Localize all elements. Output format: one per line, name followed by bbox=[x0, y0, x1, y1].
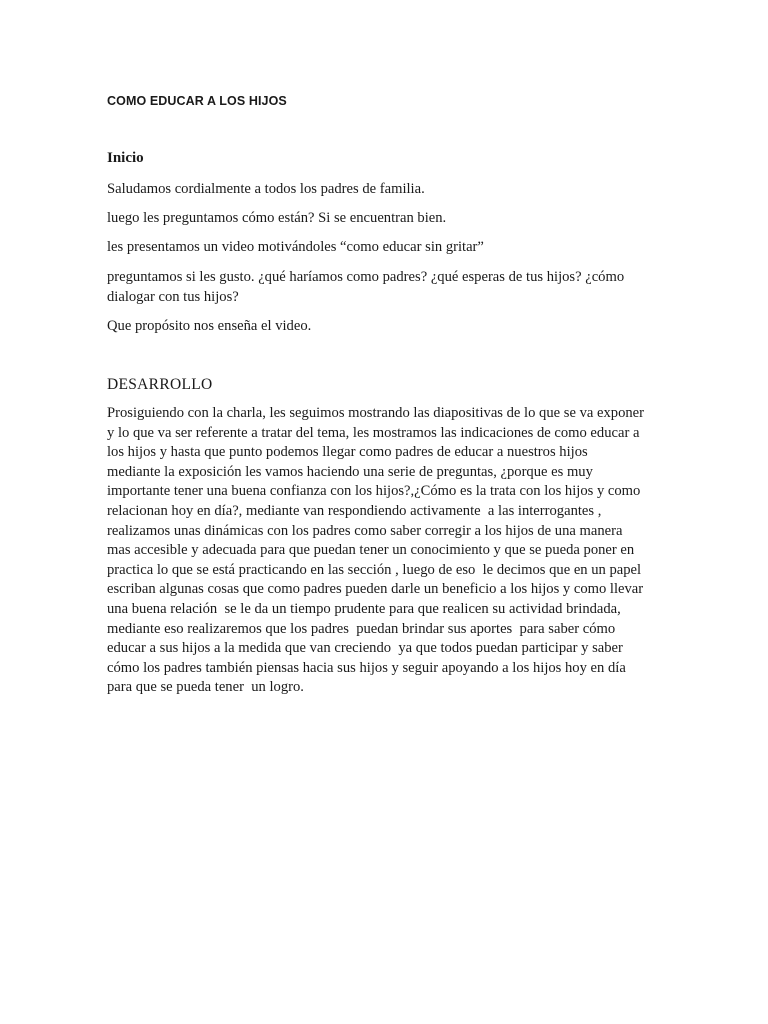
desarrollo-line: los hijos y hasta que punto podemos llegar como padres de educar a nuestros hijos bbox=[107, 444, 588, 461]
desarrollo-line: importante tener una buena confianza con los hijos?,¿Cómo es la trata con los hijos y como bbox=[107, 483, 641, 500]
desarrollo-line: escriban algunas cosas que como padres pueden darle un beneficio a los hijos y como llevar bbox=[107, 581, 644, 598]
inicio-paragraph-1: Saludamos cordialmente a todos los padres de familia. bbox=[107, 181, 425, 197]
desarrollo-line: Prosiguiendo con la charla, les seguimos mostrando las diapositivas de lo que se va exponer bbox=[107, 405, 645, 421]
desarrollo-line: educar a sus hijos a la medida que van creciendo ya que todos puedan participar y saber bbox=[107, 640, 623, 657]
document-title: COMO EDUCAR A LOS HIJOS bbox=[107, 94, 287, 108]
section-heading-inicio: Inicio bbox=[107, 150, 144, 166]
desarrollo-line: mas accesible y adecuada para que puedan tener un conocimiento y que se pueda poner en bbox=[107, 542, 635, 559]
desarrollo-line: para que se pueda tener un logro. bbox=[107, 679, 304, 696]
inicio-paragraph-5: Que propósito nos enseña el video. bbox=[107, 318, 312, 334]
desarrollo-line: relacionan hoy en día?, mediante van respondiendo activamente a las interrogantes , bbox=[107, 502, 602, 519]
desarrollo-line: mediante eso realizaremos que los padres puedan brindar sus aportes para saber cómo bbox=[107, 620, 616, 637]
desarrollo-line: cómo los padres también piensas hacia sus hijos y seguir apoyando a los hijos hoy en día bbox=[107, 659, 626, 676]
desarrollo-line: practica lo que se está practicando en las sección , luego de eso le decimos que en un papel bbox=[107, 561, 642, 578]
desarrollo-line: y lo que va ser referente a tratar del tema, les mostramos las indicaciones de como educar a bbox=[107, 424, 640, 441]
desarrollo-line: realizamos unas dinámicas con los padres como saber corregir a los hijos de una manera bbox=[107, 522, 623, 539]
section-heading-desarrollo: DESARROLLO bbox=[107, 376, 213, 393]
inicio-paragraph-4 bbox=[107, 268, 667, 307]
inicio-paragraph-4-line-2: dialogar con tus hijos? bbox=[107, 288, 239, 305]
inicio-paragraph-2: luego les preguntamos cómo están? Si se encuentran bien. bbox=[107, 210, 447, 226]
desarrollo-line: mediante la exposición les vamos haciendo una serie de preguntas, ¿porque es muy bbox=[107, 463, 593, 480]
inicio-paragraph-4-line-1: preguntamos si les gusto. ¿qué haríamos como padres? ¿qué esperas de tus hijos? ¿cómo bbox=[107, 269, 625, 285]
inicio-paragraph-3: les presentamos un video motivándoles “como educar sin gritar” bbox=[107, 239, 484, 255]
desarrollo-paragraph bbox=[107, 404, 667, 698]
desarrollo-line: una buena relación se le da un tiempo prudente para que realicen su actividad brindada, bbox=[107, 600, 621, 617]
